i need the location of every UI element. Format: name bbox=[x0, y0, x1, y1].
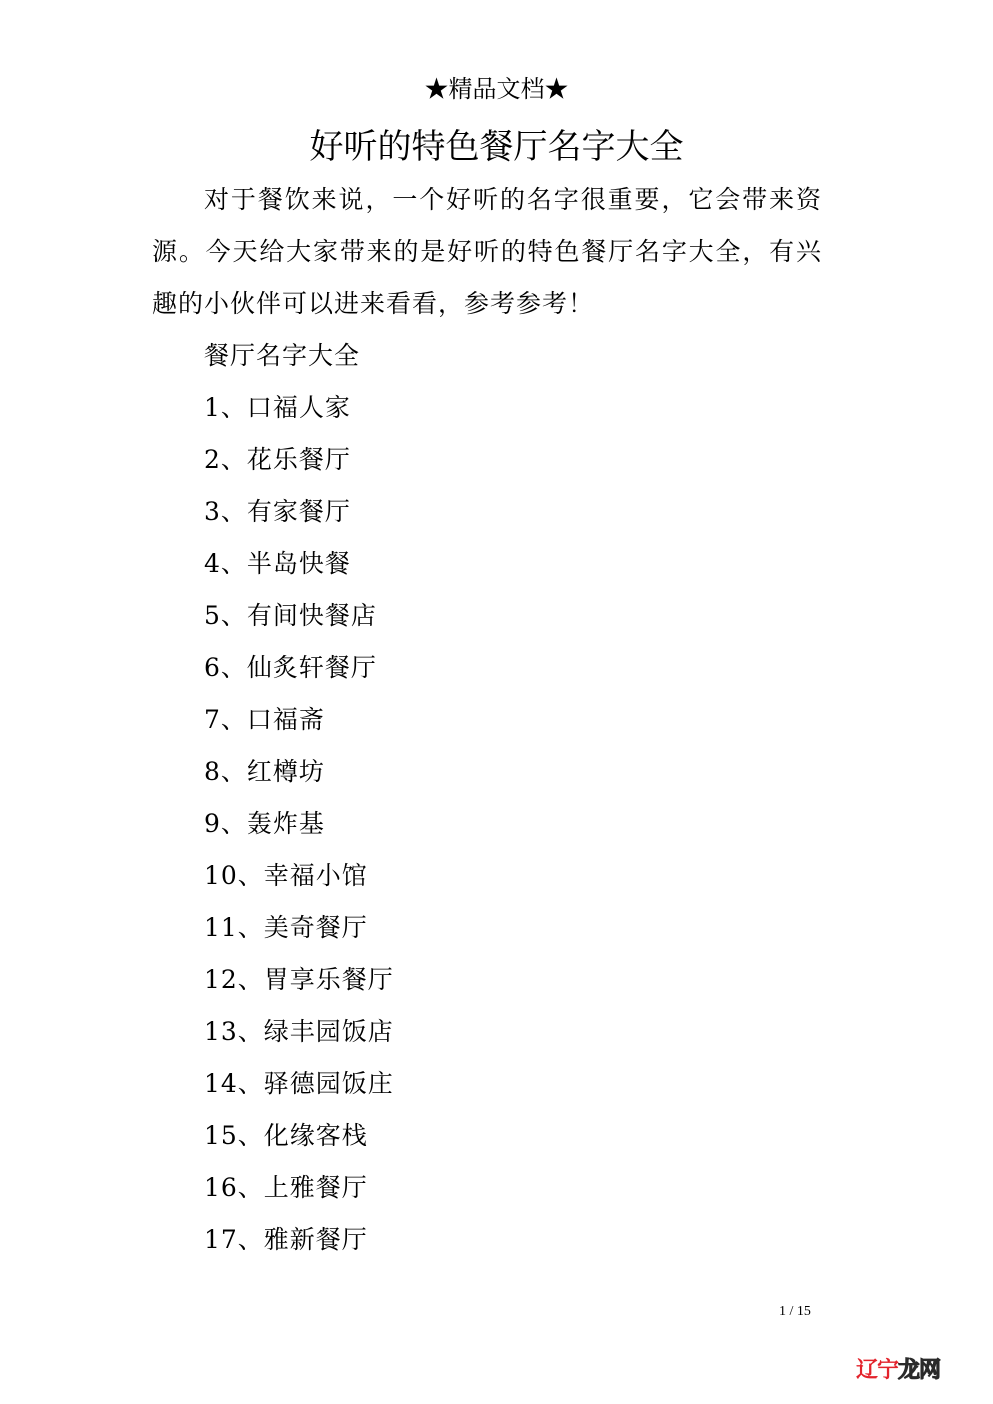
document-title: 好听的特色餐厅名字大全 bbox=[309, 127, 684, 167]
list-item: 4、半岛快餐 bbox=[204, 549, 351, 578]
list-item: 17、雅新餐厅 bbox=[204, 1225, 368, 1254]
list-item: 2、花乐餐厅 bbox=[204, 445, 351, 474]
list-item: 11、美奇餐厅 bbox=[204, 913, 368, 942]
watermark-part2: 龙网 bbox=[898, 1358, 941, 1383]
list-item: 10、幸福小馆 bbox=[204, 861, 368, 890]
list-item: 16、上雅餐厅 bbox=[204, 1173, 368, 1202]
watermark-part1: 辽宁 bbox=[856, 1358, 899, 1383]
list-item: 5、有间快餐店 bbox=[204, 601, 377, 630]
list-item: 12、胃享乐餐厅 bbox=[204, 965, 394, 994]
list-item: 9、轰炸基 bbox=[204, 809, 325, 838]
list-item: 8、红樽坊 bbox=[204, 757, 325, 786]
list-item: 13、绿丰园饭店 bbox=[204, 1017, 394, 1046]
list-item: 1、口福人家 bbox=[204, 393, 351, 422]
header-banner: ★精品文档★ bbox=[424, 75, 569, 103]
list-item: 3、有家餐厅 bbox=[204, 497, 351, 526]
section-heading: 餐厅名字大全 bbox=[204, 341, 361, 370]
intro-paragraph: 对于餐饮来说，一个好听的名字很重要，它会带来资源。今天给大家带来的是好听的特色餐厅名字大全，有兴趣的小伙伴可以进来看看，参考参考！ bbox=[152, 185, 822, 318]
list-item: 7、口福斋 bbox=[204, 705, 325, 734]
restaurant-name-list bbox=[204, 382, 394, 1266]
list-item: 14、驿德园饭庄 bbox=[204, 1069, 394, 1098]
list-item: 6、仙炙轩餐厅 bbox=[204, 653, 377, 682]
site-watermark-logo bbox=[856, 1354, 958, 1388]
page-number: 1 / 15 bbox=[779, 1304, 811, 1319]
list-item: 15、化缘客栈 bbox=[204, 1121, 368, 1150]
